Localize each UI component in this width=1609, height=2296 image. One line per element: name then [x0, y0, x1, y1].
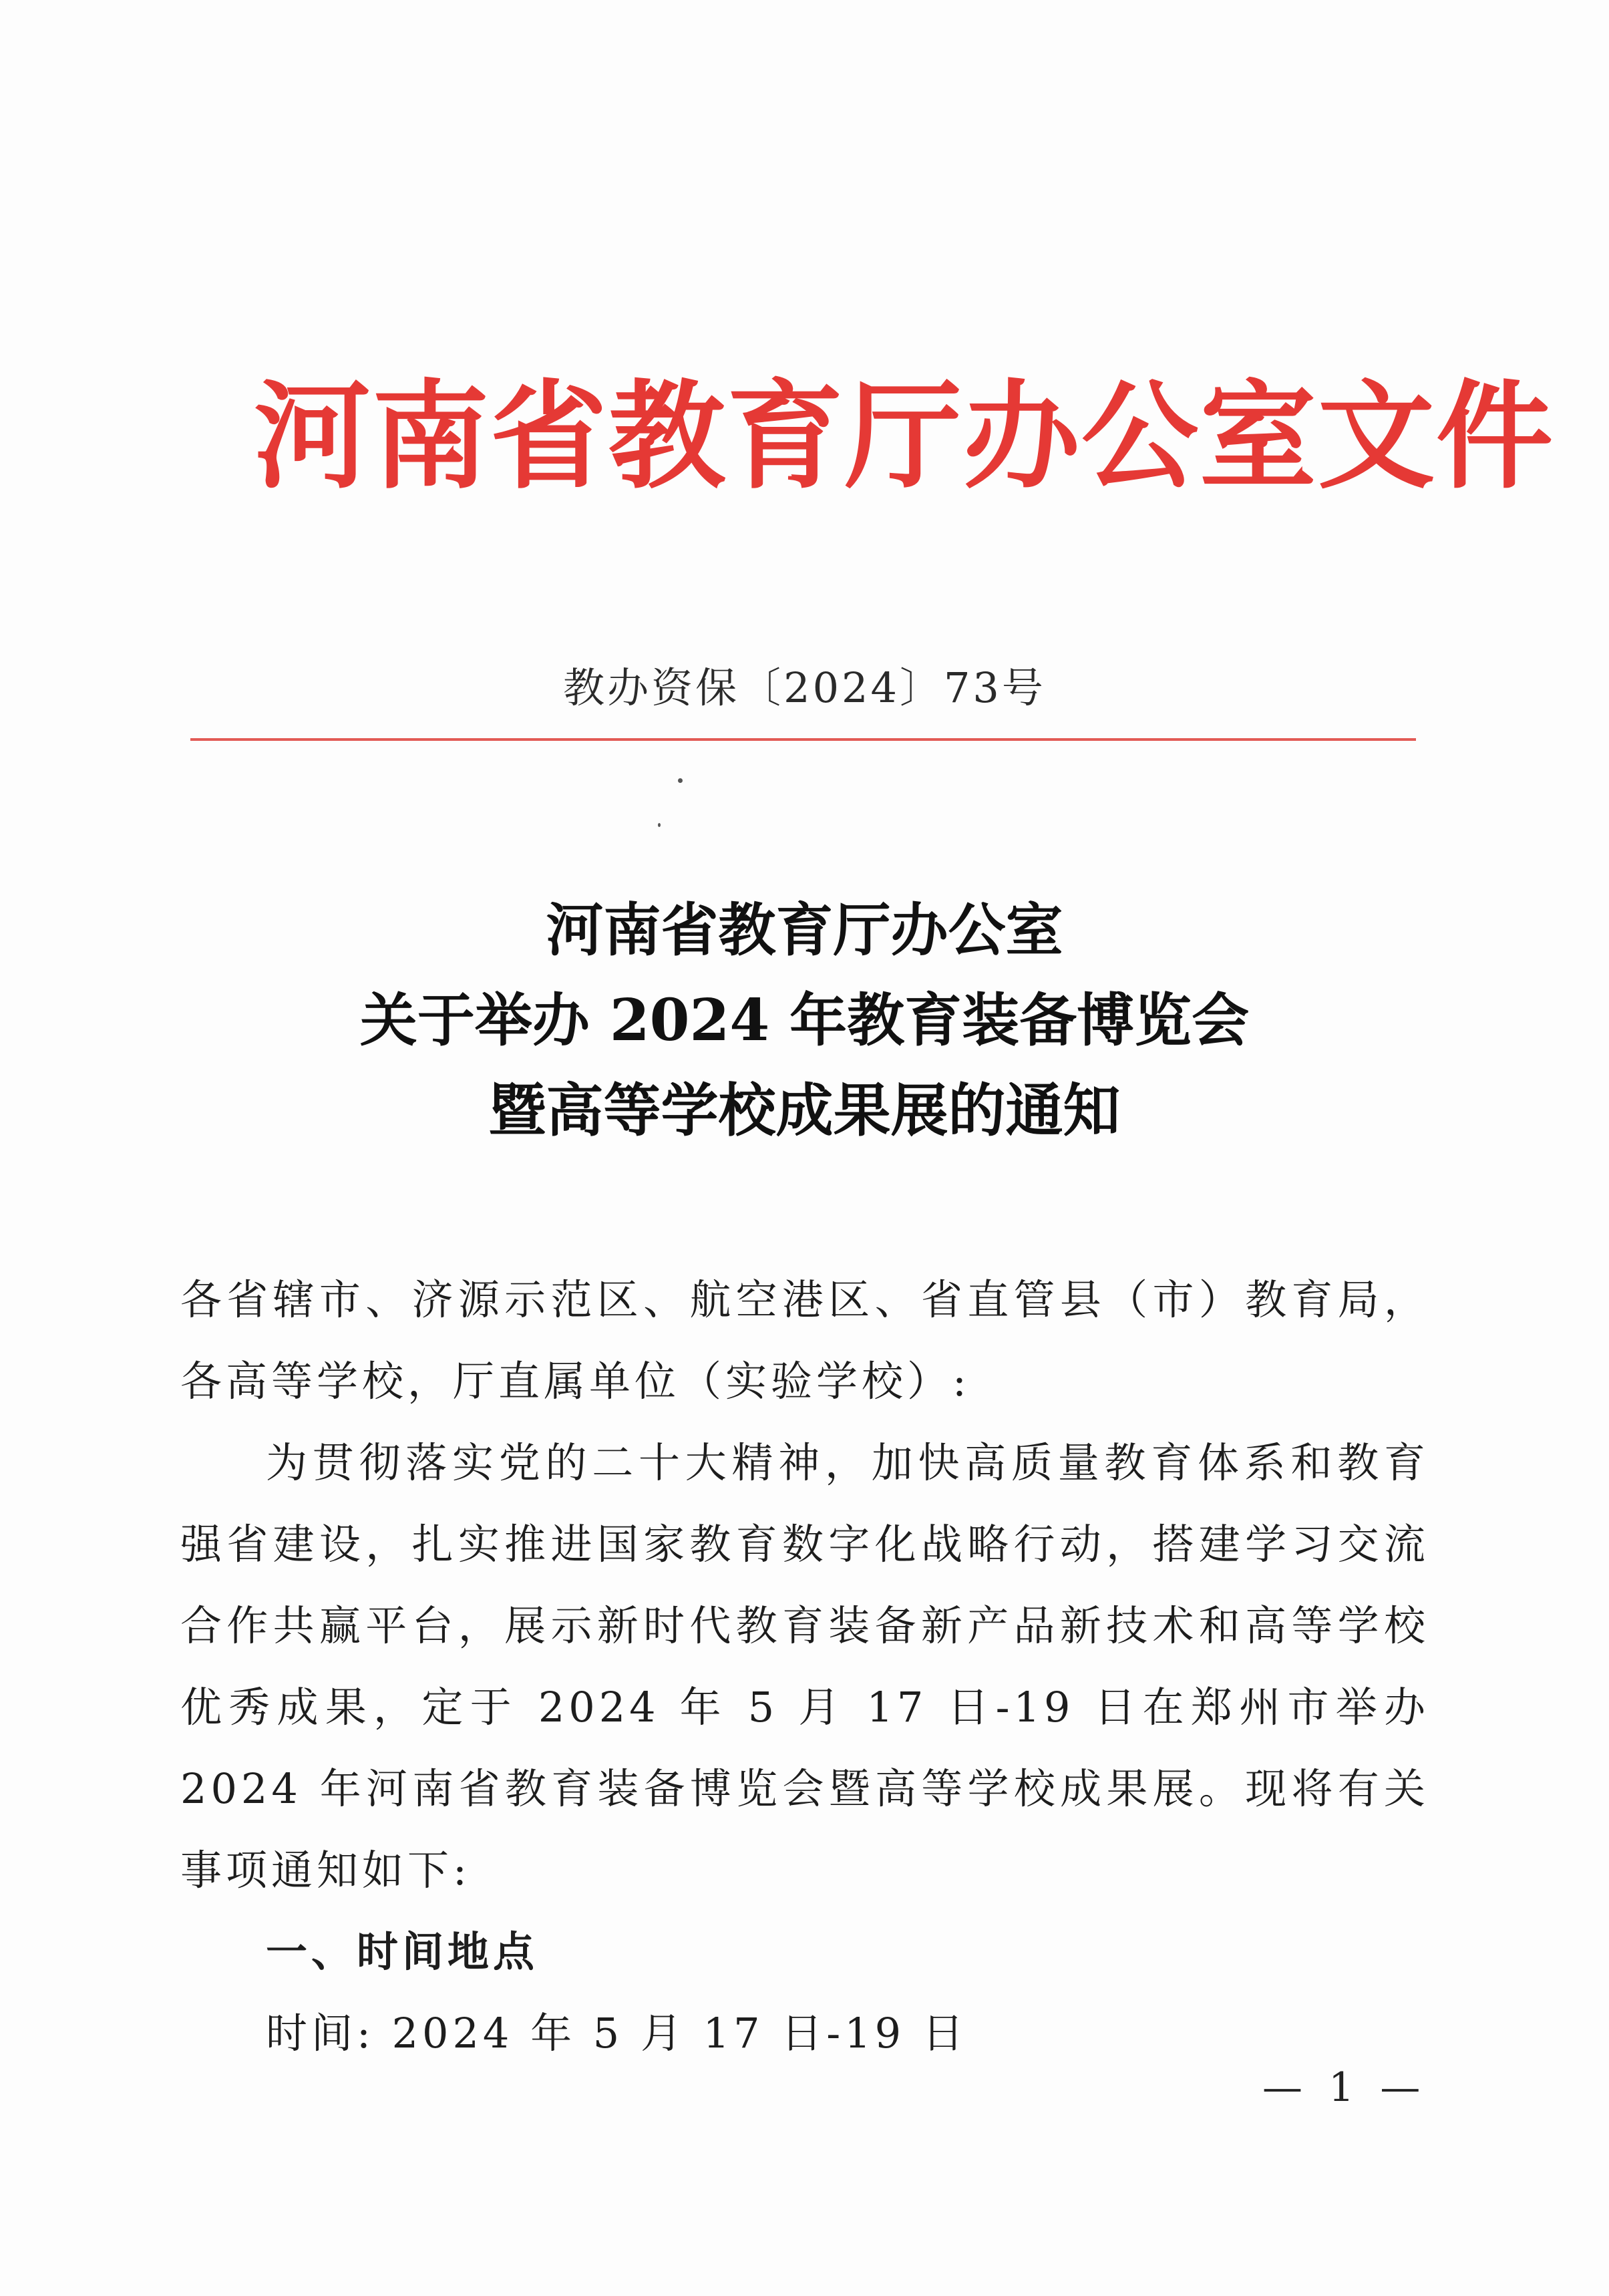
notice-title-line-2: 关于举办 2024 年教育装备博览会 [359, 987, 1250, 1054]
intro-paragraph: 为贯彻落实党的二十大精神，加快高质量教育体系和教育强省建设，扎实推进国家教育数字化战略行动，搭建学习交流合作共赢平台，展示新时代教育装备新产品新技术和高等学校优秀成果，定于 2024 年 5 月 17 日-19 日在郑州市举办 2024 年河南省教育装备博览会暨高等学校成果展。现将有关事项通知如下: [180, 1438, 1429, 1895]
scan-speck [678, 778, 683, 783]
red-divider-rule [190, 738, 1416, 741]
section-heading-time-location: 一、时间地点 [266, 1927, 539, 1976]
scan-speck [658, 823, 661, 827]
notice-title-line-3: 暨高等学校成果展的通知 [488, 1077, 1121, 1144]
document-number: 教办资保〔2024〕73号 [563, 663, 1046, 712]
time-line: 时间: 2024 年 5 月 17 日-19 日 [266, 2009, 968, 2058]
page-number: — 1 — [1262, 2064, 1427, 2111]
notice-body [180, 1259, 1429, 2074]
notice-title [0, 885, 1609, 1156]
addressee-paragraph: 各省辖市、济源示范区、航空港区、省直管县（市）教育局，各高等学校，厅直属单位（实验学校）: [180, 1275, 1429, 1406]
notice-title-line-1: 河南省教育厅办公室 [546, 896, 1063, 964]
document-header-title: 河南省教育厅办公室文件 [254, 369, 1554, 505]
